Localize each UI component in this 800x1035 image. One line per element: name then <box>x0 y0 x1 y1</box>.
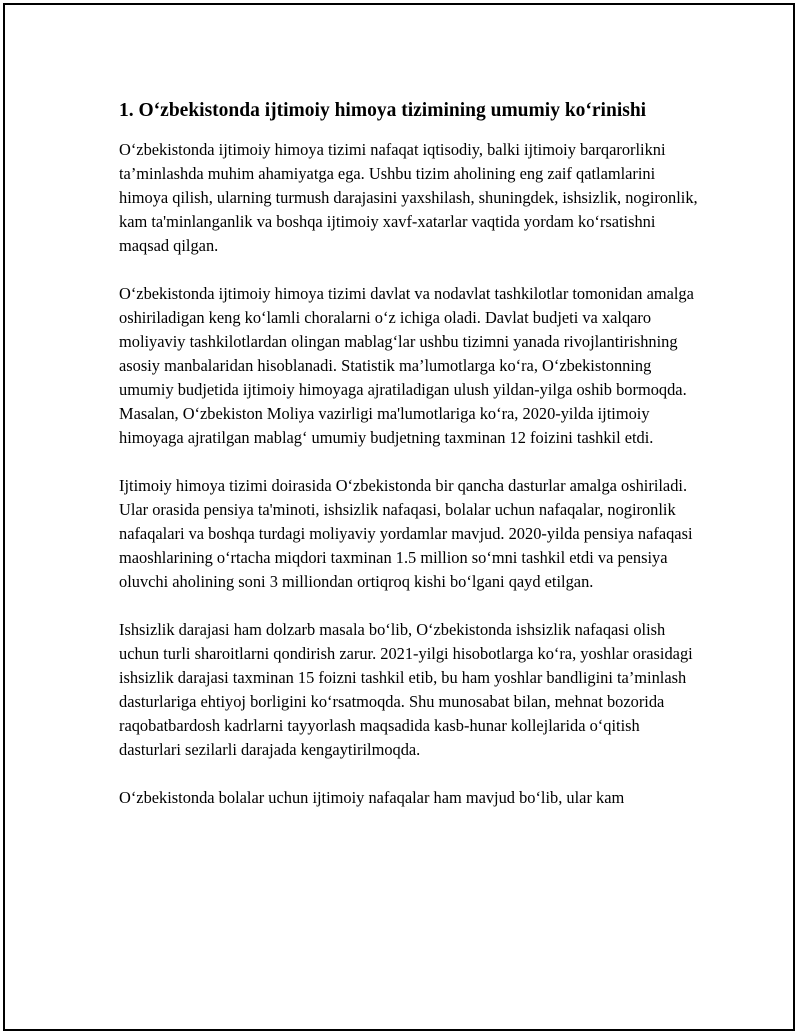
paragraph-1: O‘zbekistonda ijtimoiy himoya tizimi nafaqat iqtisodiy, balki ijtimoiy barqarorlikni ta’minlashda muhim ahamiyatga ega. Ushbu tizim aholining eng zaif qatlamlarini himoya qilish, ularning turmush darajasini yaxshilash, shuningdek, ishsizlik, nogironlik, kam ta'minlanganlik va boshqa ijtimoiy xavf-xatarlar vaqtida yordam ko‘rsatishni maqsad qilgan. <box>119 140 698 255</box>
section-heading: 1. O‘zbekistonda ijtimoiy himoya tizimining umumiy ko‘rinishi <box>119 100 647 121</box>
paragraph-5: O‘zbekistonda bolalar uchun ijtimoiy nafaqalar ham mavjud bo‘lib, ular kam <box>119 788 625 807</box>
paragraph-3: Ijtimoiy himoya tizimi doirasida O‘zbekistonda bir qancha dasturlar amalga oshiriladi. Ular orasida pensiya ta'minoti, ishsizlik nafaqasi, bolalar uchun nafaqalar, nogironlik nafaqalari va boshqa turdagi moliyaviy yordamlar mavjud. 2020-yilda pensiya nafaqasi maoshlarining o‘rtacha miqdori taxminan 1.5 million so‘mni tashkil etdi va pensiya oluvchi aholining soni 3 milliondan ortiqroq kishi bo‘lgani qayd etilgan. <box>119 476 693 591</box>
paragraph-2: O‘zbekistonda ijtimoiy himoya tizimi davlat va nodavlat tashkilotlar tomonidan amalga oshiriladigan keng ko‘lamli choralarni o‘z ichiga oladi. Davlat budjeti va xalqaro moliyaviy tashkilotlardan olingan mablag‘lar ushbu tizimni yanada rivojlantirishning asosiy manbalaridan hisoblanadi. Statistik ma’lumotlarga ko‘ra, O‘zbekistonning umumiy budjetida ijtimoiy himoyaga ajratiladigan ulush yildan-yilga oshib bormoqda. Masalan, O‘zbekiston Moliya vazirligi ma'lumotlariga ko‘ra, 2020-yilda ijtimoiy himoyaga ajratilgan mablag‘ umumiy budjetning taxminan 12 foizini tashkil etdi. <box>119 284 694 447</box>
document-body <box>119 97 699 834</box>
page-frame <box>3 3 795 1031</box>
paragraph-4: Ishsizlik darajasi ham dolzarb masala bo‘lib, O‘zbekistonda ishsizlik nafaqasi olish uchun turli sharoitlarni qondirish zarur. 2021-yilgi hisobotlarga ko‘ra, yoshlar orasidagi ishsizlik darajasi taxminan 15 foizni tashkil etib, bu ham yoshlar bandligini ta’minlash dasturlariga ehtiyoj borligini ko‘rsatmoqda. Shu munosabat bilan, mehnat bozorida raqobatbardosh kadrlarni tayyorlash maqsadida kasb-hunar kollejlarida o‘qitish dasturlari sezilarli darajada kengaytirilmoqda. <box>119 620 693 759</box>
